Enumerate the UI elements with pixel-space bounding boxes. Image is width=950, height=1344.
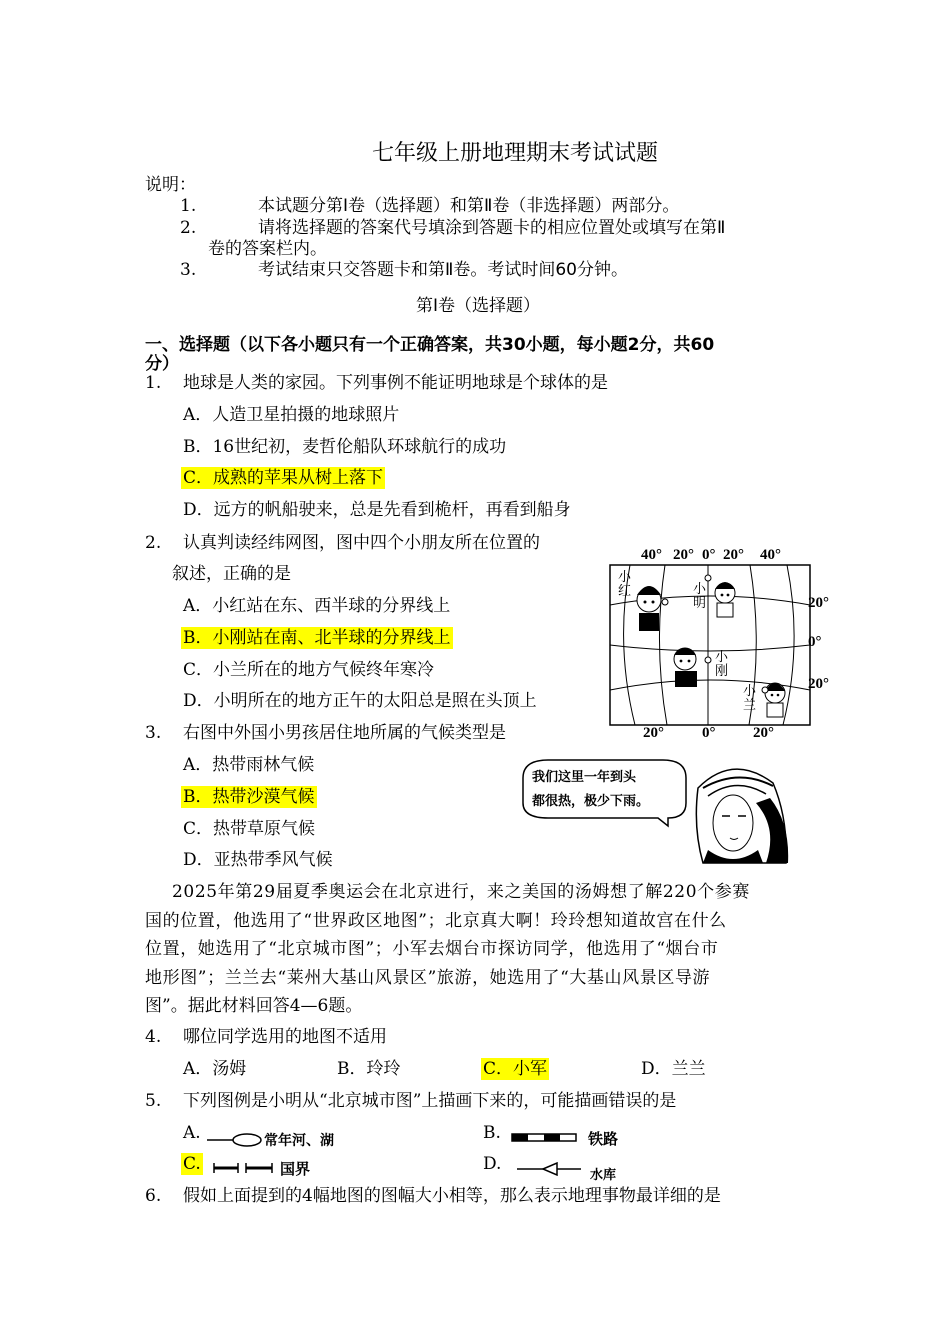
q1-option-c: C．成熟的苹果从树上落下 [183,468,384,488]
map-bottom-label: 20° [753,725,774,741]
q1-option-b: B．16世纪初，麦哲伦船队环球航行的成功 [183,437,507,457]
reservoir-symbol-icon [515,1162,585,1176]
q4-number: 4. [145,1027,162,1047]
passage-line: 国的位置，他选用了“世界政区地图”；北京真大啊！玲玲想知道故宫在什么 [145,911,727,931]
q2-number: 2. [145,533,162,553]
speech-figure [518,758,793,868]
map-top-label: 20° [673,547,694,563]
note-2-text: 请将选择题的答案代号填涂到答题卡的相应位置处或填写在第Ⅱ [258,218,726,238]
railway-symbol-icon [510,1130,580,1146]
national-border-symbol-icon [210,1160,276,1176]
section-heading-line2: 分） [145,354,179,374]
q1-option-d: D．远方的帆船驶来，总是先看到桅杆，再看到船身 [183,500,571,520]
notes-heading: 说明： [145,175,196,195]
map-top-label: 20° [723,547,744,563]
q5-number: 5. [145,1091,162,1111]
map-right-label: 0° [808,634,822,650]
q5-option-b-label: 铁路 [588,1130,619,1148]
kid-label-xiaohong: 小红 [618,570,632,599]
q5-stem: 下列图例是小明从“北京城市图”上描画下来的，可能描画错误的是 [183,1091,677,1111]
note-1-num: 1. [180,196,197,216]
river-lake-symbol-icon [205,1130,265,1150]
note-1-text: 本试题分第Ⅰ卷（选择题）和第Ⅱ卷（非选择题）两部分。 [258,196,680,216]
q1-option-a: A．人造卫星拍摄的地球照片 [183,405,400,425]
q1-stem: 地球是人类的家园。下列事例不能证明地球是个球体的是 [183,373,608,393]
q5-option-d-label: 水库 [590,1168,617,1183]
q4-option-a: A．汤姆 [183,1059,247,1079]
q2-option-c: C．小兰所在的地方气候终年寒冷 [183,660,435,680]
passage-line: 图”。据此材料回答4—6题。 [145,996,363,1016]
q5-option-d: D. [483,1154,502,1174]
q4-option-c: C．小军 [483,1059,548,1079]
map-right-label: 20° [808,676,829,692]
q3-option-d: D．亚热带季风气候 [183,850,333,870]
section-heading-line1: 一、选择题（以下各小题只有一个正确答案，共30小题，每小题2分，共60 [145,335,715,355]
kid-xiaoming-figure [715,582,735,617]
note-3-text: 考试结束只交答题卡和第Ⅱ卷。考试时间60分钟。 [258,260,628,280]
q1-number: 1. [145,373,162,393]
q5-option-c: C. [183,1154,201,1174]
q6-number: 6. [145,1186,162,1206]
speech-line-2: 都很热，极少下雨。 [532,794,650,809]
q2-option-a: A．小红站在东、西半球的分界线上 [183,596,451,616]
passage-line: 2025年第29届夏季奥运会在北京进行，来之美国的汤姆想了解220个参赛 [172,882,750,902]
q2-option-b: B．小刚站在南、北半球的分界线上 [183,628,451,648]
note-3-num: 3. [180,260,197,280]
q4-option-d: D．兰兰 [641,1059,706,1079]
q3-number: 3. [145,723,162,743]
note-2-num: 2. [180,218,197,238]
q5-option-b: B. [483,1123,501,1143]
q5-option-a-label: 常年河、湖 [264,1133,334,1149]
q6-stem: 假如上面提到的4幅地图的图幅大小相等，那么表示地理事物最详细的是 [183,1186,721,1206]
q5-option-a: A. [183,1123,201,1143]
map-top-label: 40° [760,547,781,563]
q3-option-c: C．热带草原气候 [183,819,316,839]
q2-stem-line2: 叙述，正确的是 [172,564,291,584]
kid-xiaohong-figure [637,586,661,631]
q5-option-c-label: 国界 [280,1160,311,1178]
passage-line: 位置，她选用了“北京城市图”；小军去烟台市探访同学，他选用了“烟台市 [145,939,719,959]
q4-option-b: B．玲玲 [337,1059,401,1079]
kid-xiaolan-figure [765,683,785,717]
part1-heading: 第Ⅰ卷（选择题） [416,296,541,316]
note-2-cont: 卷的答案栏内。 [208,239,327,259]
map-top-label: 40° [641,547,662,563]
q3-option-a: A．热带雨林气候 [183,755,315,775]
page-title: 七年级上册地理期末考试试题 [372,141,659,166]
q2-option-d: D．小明所在的地方正午的太阳总是照在头顶上 [183,691,537,711]
kid-label-xiaolan: 小兰 [743,684,757,713]
map-top-label: 0° [702,547,716,563]
speech-line-1: 我们这里一年到头 [532,770,637,785]
map-bottom-label: 20° [643,725,664,741]
map-right-label: 20° [808,595,829,611]
q2-stem-line1: 认真判读经纬网图，图中四个小朋友所在位置的 [183,533,540,553]
passage-line: 地形图”；兰兰去“莱州大基山风景区”旅游，她选用了“大基山风景区导游 [145,968,711,988]
graticule-map-figure [605,545,830,740]
kid-label-xiaoming: 小明 [693,582,707,611]
kid-label-xiaogang: 小刚 [715,650,729,679]
map-bottom-label: 0° [702,725,716,741]
q3-option-b: B．热带沙漠气候 [183,787,315,807]
graticule-map-svg [605,545,830,740]
q4-stem: 哪位同学选用的地图不适用 [183,1027,387,1047]
q3-stem: 右图中外国小男孩居住地所属的气候类型是 [183,723,506,743]
